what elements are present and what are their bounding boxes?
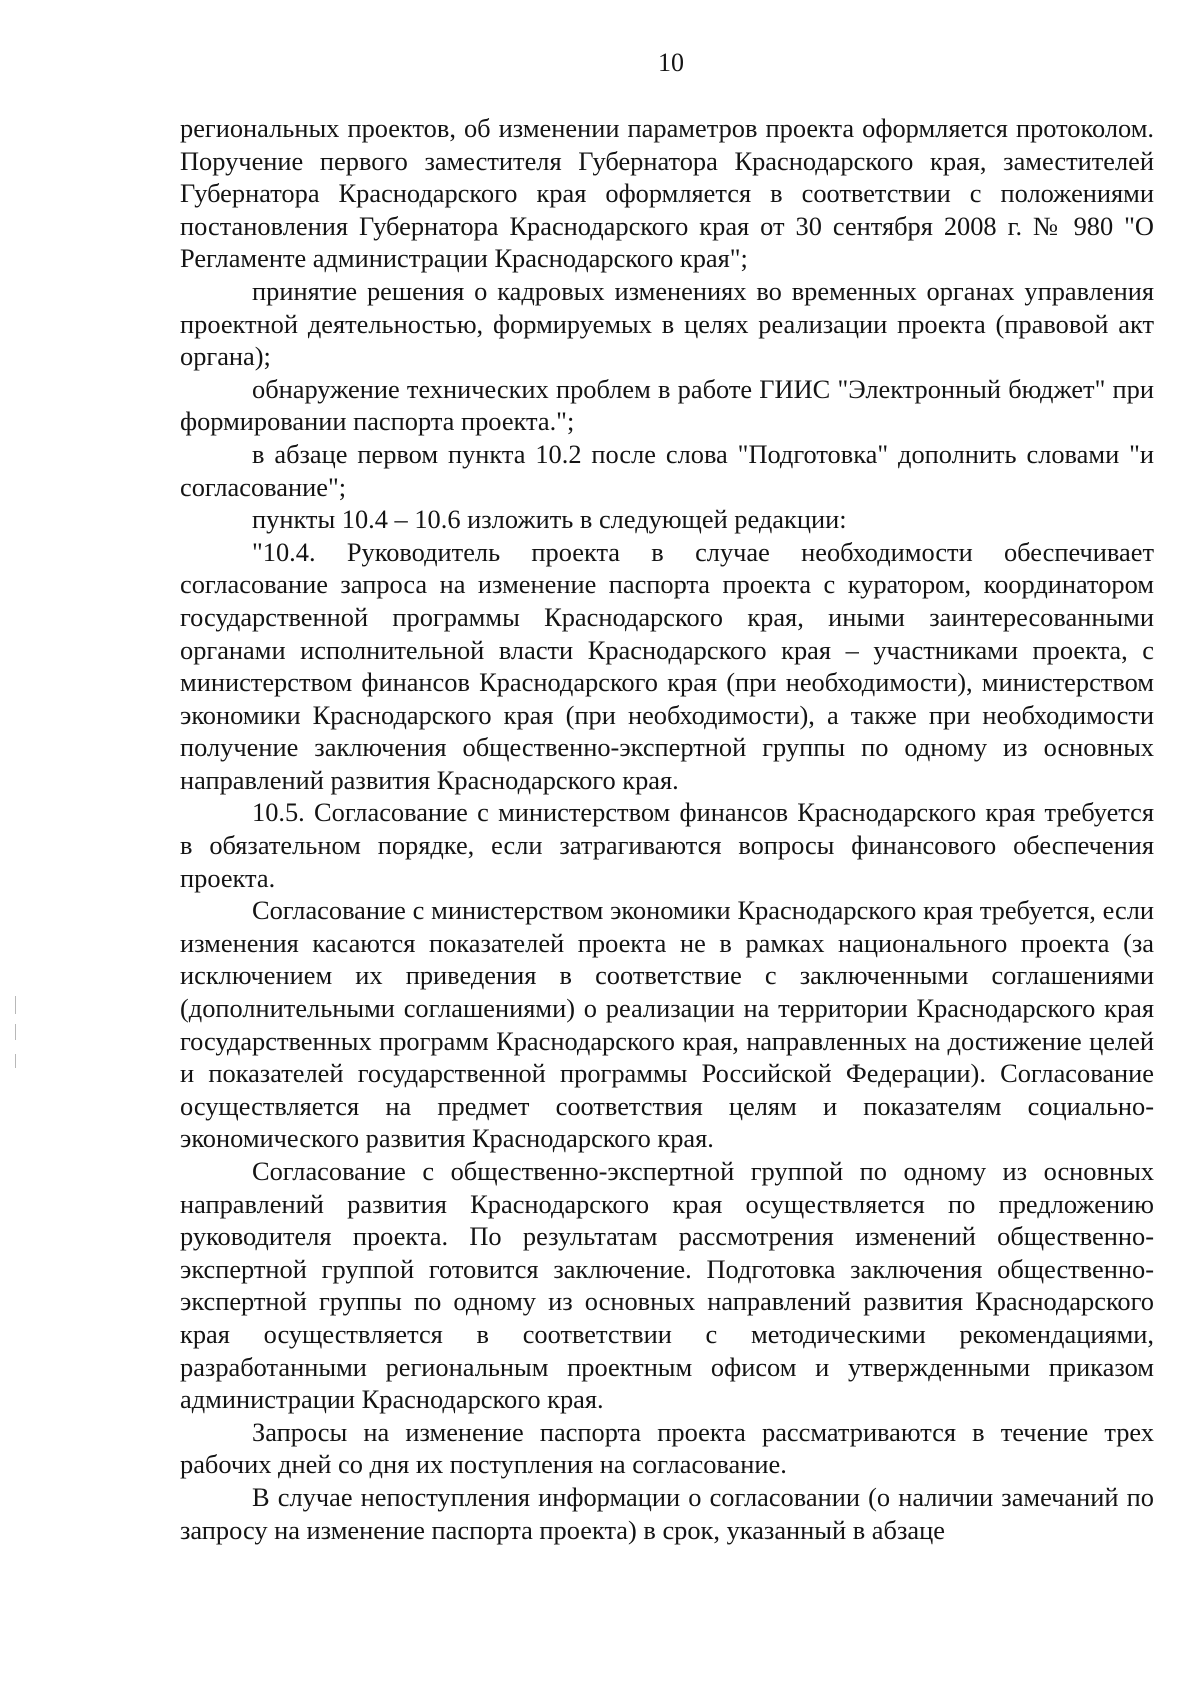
paragraph-8: Согласование с министерством экономики Краснодарского края требуется, если изменения касаются показателей проекта не в рамках национального проекта (за исключением их приведения в соответствие с заключенными соглашениями (дополнительными соглашениями) о реализации на территории Краснодарского края государственных программ Краснодарского края, направленных на достижение целей и показателей государственной программы Российской Федерации). Согласование осуществляется на предмет соответствия целям и показателям социально-экономического развития Краснодарского края. — [180, 895, 1154, 1154]
page-number: 10 — [658, 48, 684, 77]
paragraph-5: пункты 10.4 – 10.6 изложить в следующей редакции: — [252, 504, 847, 535]
scan-artifact-mark — [15, 1054, 16, 1068]
paragraph-2: принятие решения о кадровых изменениях во временных органах управления проектной деятельностью, формируемых в целях реализации проекта (правовой акт органа); — [180, 275, 1154, 372]
document-body — [180, 112, 1154, 1546]
paragraph-1: региональных проектов, об изменении параметров проекта оформляется протоколом. Поручение первого заместителя Губернатора Краснодарского края, заместителей Губернатора Краснодарского края оформляется в соответствии с положениями постановления Губернатора Краснодарского края от 30 сентября 2008 г. № 980 "О Регламенте администрации Краснодарского края"; — [180, 113, 1154, 274]
paragraph-9: Согласование с общественно-экспертной группой по одному из основных направлений развития Краснодарского края осуществляется по предложению руководителя проекта. По результатам рассмотрения изменений общественно-экспертной группой готовится заключение. Подготовка заключения общественно-экспертной группы по одному из основных направлений развития Краснодарского края осуществляется в соответствии с методическими рекомендациями, разработанными региональным проектным офисом и утвержденными приказом администрации Краснодарского края. — [180, 1156, 1154, 1415]
paragraph-10: Запросы на изменение паспорта проекта рассматриваются в течение трех рабочих дней со дня их поступления на согласование. — [180, 1416, 1154, 1480]
scan-artifact-mark — [15, 1024, 16, 1040]
paragraph-7: 10.5. Согласование с министерством финансов Краснодарского края требуется в обязательном порядке, если затрагиваются вопросы финансового обеспечения проекта. — [180, 797, 1154, 893]
paragraph-6: "10.4. Руководитель проекта в случае необходимости обеспечивает согласование запроса на изменение паспорта проекта с куратором, координатором государственной программы Краснодарского края, иными заинтересованными органами исполнительной власти Краснодарского края – участниками проекта, с министерством финансов Краснодарского края (при необходимости), министерством экономики Краснодарского края (при необходимости), а также при необходимости получение заключения общественно-экспертной группы по одному из основных направлений развития Краснодарского края. — [180, 536, 1154, 795]
paragraph-11: В случае непоступления информации о согласовании (о наличии замечаний по запросу на изменение паспорта проекта) в срок, указанный в абзаце — [180, 1481, 1154, 1545]
paragraph-4: в абзаце первом пункта 10.2 после слова "Подготовка" дополнить словами "и согласование"; — [180, 438, 1154, 502]
scan-artifact-mark — [15, 996, 16, 1014]
paragraph-3: обнаружение технических проблем в работе ГИИС "Электронный бюджет" при формировании паспорта проекта."; — [180, 373, 1154, 437]
